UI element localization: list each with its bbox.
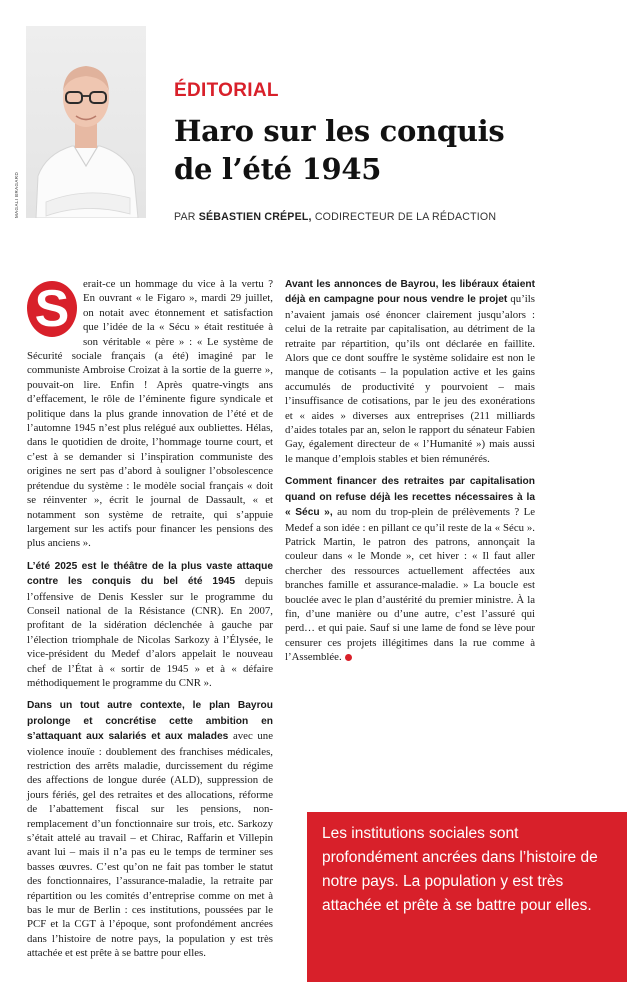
article-column-1 [27, 277, 273, 969]
section-kicker: ÉDITORIAL [174, 80, 279, 101]
author-photo [26, 26, 146, 218]
paragraph-5-lead: Comment financer des retraites par capitalisation quand on refuse déjà les recettes nécessaires à la « Sécu », [285, 476, 535, 519]
end-mark [345, 654, 352, 661]
byline-prefix: PAR [174, 211, 196, 223]
paragraph-4-lead: Avant les annonces de Bayrou, les libéraux étaient déjà en campagne pour nous vendre le projet [285, 279, 535, 306]
paragraph-3-lead: Dans un tout autre contexte, le plan Bayrou prolonge et concrétise cette ambition en s’attaquant aux salariés et aux malades [27, 700, 273, 743]
article-column-2 [285, 277, 535, 673]
author-portrait-illustration [26, 26, 146, 218]
paragraph-2-lead: L’été 2025 est le théâtre de la plus vaste attaque contre les conquis du bel été 1945 [27, 560, 273, 588]
article-paragraph-4 [285, 277, 535, 466]
article-paragraph-2 [27, 559, 273, 691]
article-paragraph-1 [27, 277, 273, 551]
byline [174, 211, 496, 223]
paragraph-1-text: erait-ce un hommage du vice à la vertu ? En ouvrant « le Figaro », mardi 29 juillet, on notait avec étonnement et satisfaction que l’idée de la « Sécu » était restituée à son véritable « père » : « Le système de Sécurité sociale français (a été) imaginé par le communiste Ambroise Croizat à la sortie de la guerre », pouvait-on lire. Enfin ! Après quatre-vingts ans d’effacement, le rôle de l’éminente figure syndicale et politique dans la plus grande innovation de l’été et de l’automne 1945 n’est plus relégué aux oubliettes. Hélas, dans le quotidien de droite, l’hommage tourne court, et c’est à se demander si l’inspiration communiste des origines ne sert pas d’abord à souligner l’obsolescence prétendue du système : le modèle social français « doit se réinventer », écrit le journal de Dassault, « et notamment son système de retraite, qui s’appuie largement sur les actifs pour financer les pensions des plus anciens ». [27, 278, 273, 550]
byline-role: CODIRECTEUR DE LA RÉDACTION [314, 211, 497, 223]
paragraph-4-text: qu’ils n’avaient jamais osé énoncer clairement jusqu’alors : celui de la retraite par capitalisation, au détriment de la retraite par répartition, qu’ils ont déclarée en faillite. Alors que ce dont souffre le système solidaire est non le manque de cotisants – la population active et les gains accumulés de productivité y pourvoient – mais l’insuffisance de cotisations, par le jeu des exonérations et « aides » diverses aux entreprises (211 milliards d’aides totales par an, selon le rapport du sénateur Fabien Gay, également directeur de « l’Humanité ») mais aussi le manque d’emplois stables et bien rémunérés. [285, 293, 536, 465]
article-paragraph-5 [285, 474, 535, 664]
drop-cap: S [27, 281, 77, 337]
byline-author: SÉBASTIEN CRÉPEL, [198, 211, 312, 223]
headline-line-2: de l’été 1945 [174, 152, 382, 186]
photo-credit: MAGALI BRAGARD [14, 171, 19, 218]
paragraph-3-text: avec une violence inouïe : doublement des franchises médicales, restriction des arrêts maladie, durcissement du régime des affections de longue durée (ALD), suppression de jours fériés, gel des retraites et des allocations, réforme de l’abattement fiscal sur les pensions, non-remplacement d’un fonctionnaire sur trois, etc. Sarkozy s’était attelé au travail – et Chirac, Raffarin et Villepin avant lui – mais il n’a pas eu le temps de terminer ses basses œuvres. C’est qu’on ne fait pas tomber le statut des fonctionnaires, l’assurance-maladie, la retraite par répartition ou les comités d’entreprise comme on met à bas le mur de Berlin : ces institutions, poussées par le PCF et la CGT à l’époque, sont profondément ancrées dans l’histoire de notre pays, la population y est très attachée et est prête à se battre pour elles. [27, 730, 273, 960]
paragraph-2-text: depuis l’offensive de Denis Kessler sur le programme du Conseil national de la Résistance (CNR). En 2007, profitant de la sidération déclenchée à gauche par l’élection triomphale de Nicolas Sarkozy à l’Élysée, le vice-président du Medef d’alors appelait le nouveau chef de l’État à « sortir de 1945 » et à « défaire méthodiquement le programme du CNR ». [27, 575, 273, 689]
headline [174, 112, 534, 188]
paragraph-5-text: au nom du trop-plein de prélèvements ? Le Medef a son idée : en pillant ce qu’il reste de la « Sécu ». Patrick Martin, le patron des patrons, annonçait la couleur dans « le Monde », cet hiver : « Il faut aller chercher des ressources actuellement affectées aux branches famille et assurance-maladie. » La boucle est bouclée avec le plan d’austérité du premier ministre. À la fin, d’une manière ou d’une autre, c’est l’assuré qui perd… et qui paie. Sauf si une lame de fond se lève pour censurer ces projets illégitimes dans la rue comme à l’Assemblée. [285, 506, 535, 664]
article-paragraph-3 [27, 698, 273, 960]
headline-line-1: Haro sur les conquis [174, 114, 505, 148]
pull-quote: Les institutions sociales sont profondément ancrées dans l’histoire de notre pays. La population y est très attachée et prête à se battre pour elles. [307, 812, 627, 982]
